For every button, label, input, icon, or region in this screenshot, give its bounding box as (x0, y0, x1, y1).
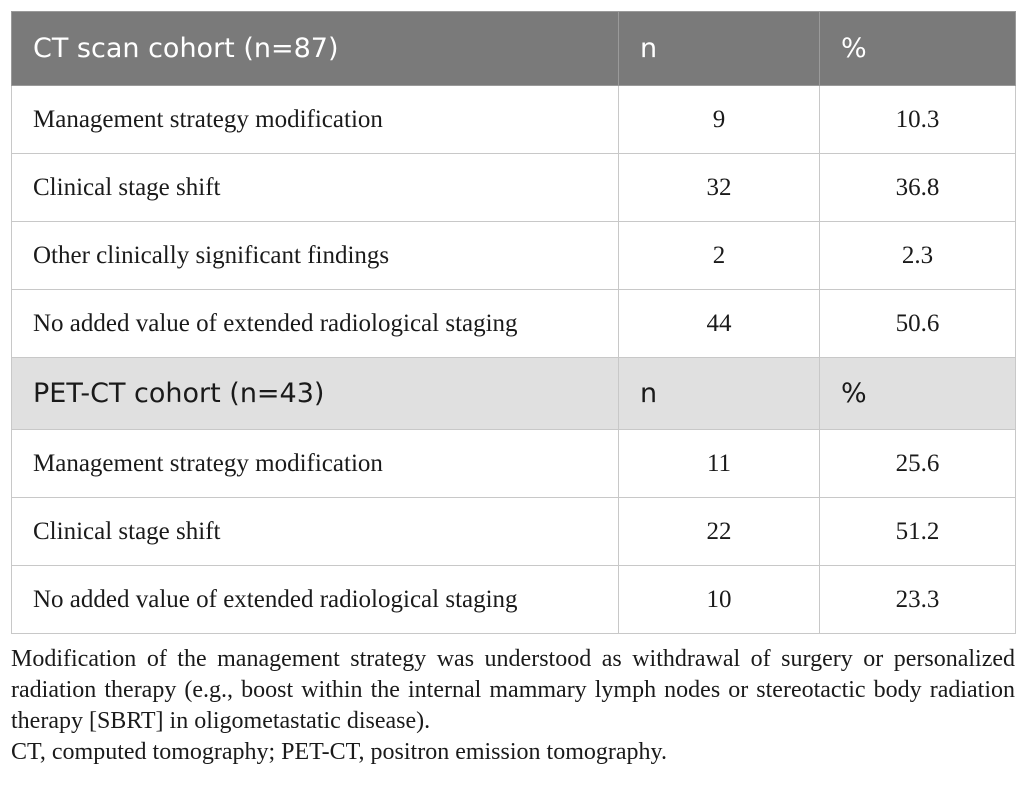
row-label: Clinical stage shift (12, 154, 619, 222)
section-header-label: CT scan cohort (n=87) (12, 12, 619, 86)
row-label: Clinical stage shift (12, 498, 619, 566)
row-n: 11 (619, 430, 820, 498)
footnote-management-definition: Modification of the management strategy was understood as withdrawal of surgery or personalized radiation therapy (e.g., boost within the internal mammary lymph nodes or stereotactic body radiation therapy [SBRT] in oligometastatic disease). (11, 646, 1015, 734)
section-header-label: PET-CT cohort (n=43) (12, 358, 619, 430)
table-row (12, 566, 1016, 634)
row-label: Management strategy modification (12, 86, 619, 154)
row-n: 10 (619, 566, 820, 634)
section-header-ct (12, 12, 1016, 86)
row-percent: 10.3 (820, 86, 1016, 154)
row-n: 44 (619, 290, 820, 358)
column-header-n: n (619, 12, 820, 86)
table-row (12, 86, 1016, 154)
column-header-n: n (619, 358, 820, 430)
row-percent: 23.3 (820, 566, 1016, 634)
column-header-percent: % (820, 12, 1016, 86)
table-row (12, 154, 1016, 222)
row-percent: 25.6 (820, 430, 1016, 498)
row-n: 32 (619, 154, 820, 222)
row-percent: 51.2 (820, 498, 1016, 566)
results-table (11, 11, 1016, 634)
row-label: No added value of extended radiological staging (12, 566, 619, 634)
column-header-percent: % (820, 358, 1016, 430)
row-label: Other clinically significant findings (12, 222, 619, 290)
section-header-petct (12, 358, 1016, 430)
row-n: 9 (619, 86, 820, 154)
table-row (12, 498, 1016, 566)
row-label: No added value of extended radiological staging (12, 290, 619, 358)
footnote-abbreviations: CT, computed tomography; PET-CT, positron emission tomography. (11, 739, 667, 765)
table-row (12, 430, 1016, 498)
table-row (12, 290, 1016, 358)
results-table-container (11, 11, 1015, 768)
row-n: 2 (619, 222, 820, 290)
row-percent: 50.6 (820, 290, 1016, 358)
table-row (12, 222, 1016, 290)
row-percent: 36.8 (820, 154, 1016, 222)
row-n: 22 (619, 498, 820, 566)
row-percent: 2.3 (820, 222, 1016, 290)
row-label: Management strategy modification (12, 430, 619, 498)
table-footnote (11, 644, 1015, 768)
